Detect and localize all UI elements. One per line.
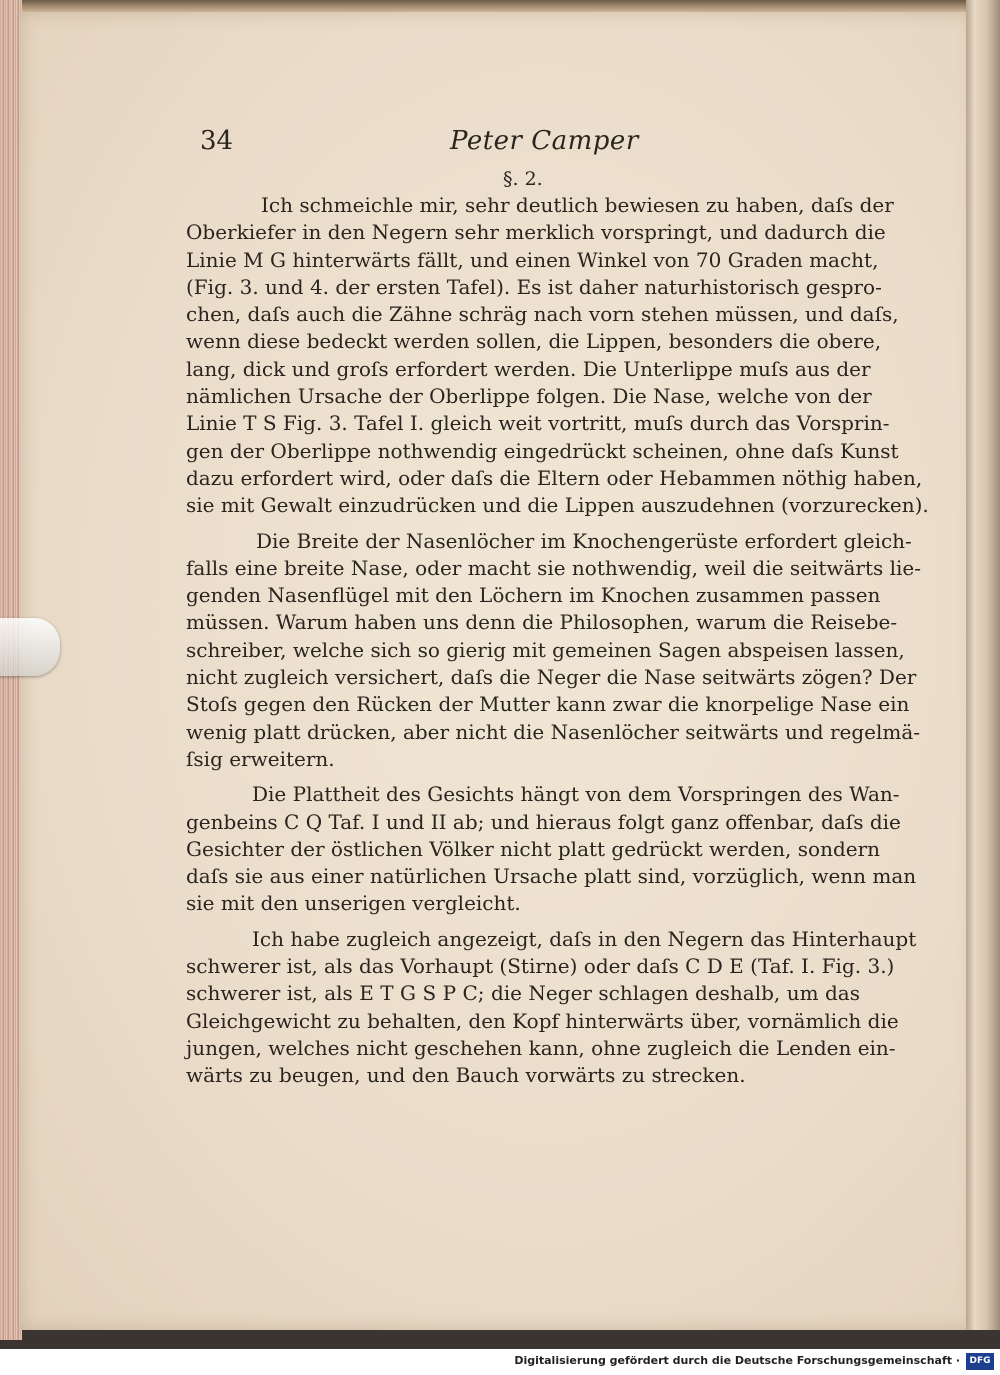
text-line: sie mit Gewalt einzudrücken und die Lippen auszudehnen (vorzurecken). [186, 493, 929, 518]
text-line: lang, dick und groſs erfordert werden. Die Unterlippe muſs aus der [186, 356, 871, 381]
paragraph [186, 528, 921, 774]
text-line: wenn diese bedeckt werden sollen, die Lippen, besonders die obere, [186, 329, 882, 354]
bookmark-tab [0, 618, 60, 676]
paragraph-gap [186, 520, 860, 528]
text-line: daſs sie aus einer natürlichen Ursache platt sind, vorzüglich, wenn man [186, 864, 917, 889]
text-line: Stoſs gegen den Rücken der Mutter kann zwar die knorpelige Nase ein [186, 692, 910, 717]
page-header [200, 126, 860, 166]
text-line: Gesichter der östlichen Völker nicht platt gedrückt werden, sondern [186, 836, 881, 861]
paragraph-gap [186, 918, 860, 926]
dfg-logo: DFG [966, 1353, 994, 1370]
text-line: Ich habe zugleich angezeigt, daſs in den Negern das Hinterhaupt [252, 926, 917, 951]
text-line: genbeins C Q Taf. I und II ab; und hieraus folgt ganz offenbar, daſs die [186, 809, 901, 834]
section-heading: §. 2. [503, 168, 543, 190]
text-line: nämlichen Ursache der Oberlippe folgen. Die Nase, welche von der [186, 384, 872, 409]
text-line: wenig platt drücken, aber nicht die Nasenlöcher seitwärts und regelmä- [186, 719, 921, 744]
text-line: ſsig erweitern. [186, 746, 335, 771]
page-number: 34 [200, 126, 234, 156]
text-line: schwerer ist, als E T G S P C; die Neger schlagen deshalb, um das [186, 981, 860, 1006]
digitization-footer [0, 1349, 1000, 1375]
text-line: Linie M G hinterwärts fällt, und einen Winkel von 70 Graden macht, [186, 247, 879, 272]
text-line: chen, daſs auch die Zähne schräg nach vorn stehen müssen, und daſs, [186, 302, 899, 327]
text-line: Die Breite der Nasenlöcher im Knochengerüste erfordert gleich- [256, 528, 912, 553]
text-line: wärts zu beugen, und den Bauch vorwärts zu strecken. [186, 1063, 746, 1088]
book-right-edge [966, 0, 1000, 1330]
text-line: jungen, welches nicht geschehen kann, ohne zugleich die Lenden ein- [186, 1035, 896, 1060]
text-line: dazu erfordert wird, oder daſs die Eltern oder Hebammen nöthig haben, [186, 465, 923, 490]
body-text [186, 192, 929, 1090]
text-line: Oberkiefer in den Negern sehr merklich vorspringt, und dadurch die [186, 220, 886, 245]
text-line: nicht zugleich versichert, daſs die Neger die Nase seitwärts zögen? Der [186, 665, 917, 690]
text-line: schwerer ist, als das Vorhaupt (Stirne) oder daſs C D E (Taf. I. Fig. 3.) [186, 954, 895, 979]
text-line: Die Plattheit des Gesichts hängt von dem Vorspringen des Wan- [252, 782, 900, 807]
text-line: falls eine breite Nase, oder macht sie nothwendig, weil die seitwärts lie- [186, 555, 921, 580]
funding-credit: Digitalisierung gefördert durch die Deutsche Forschungsgemeinschaft · [514, 1354, 960, 1367]
text-line: gen der Oberlippe nothwendig eingedrückt scheinen, ohne daſs Kunst [186, 438, 899, 463]
paragraph [186, 926, 917, 1090]
text-line: (Fig. 3. und 4. der ersten Tafel). Es ist daher naturhistorisch gespro- [186, 274, 882, 299]
text-line: Gleichgewicht zu behalten, den Kopf hinterwärts über, vornämlich die [186, 1008, 899, 1033]
text-line: sie mit den unserigen vergleicht. [186, 891, 521, 916]
paragraph-gap [186, 773, 860, 781]
paragraph [186, 192, 929, 520]
text-line: genden Nasenflügel mit den Löchern im Knochen zusammen passen [186, 583, 881, 608]
running-title: Peter Camper [450, 126, 639, 156]
text-line: Linie T S Fig. 3. Tafel I. gleich weit vortritt, muſs durch das Vorsprin- [186, 411, 890, 436]
text-line: müssen. Warum haben uns denn die Philosophen, warum die Reisebe- [186, 610, 898, 635]
text-line: schreiber, welche sich so gierig mit gemeinen Sagen abspeisen lassen, [186, 637, 905, 662]
text-line: Ich schmeichle mir, sehr deutlich bewiesen zu haben, daſs der [261, 193, 894, 217]
paragraph [186, 781, 917, 917]
